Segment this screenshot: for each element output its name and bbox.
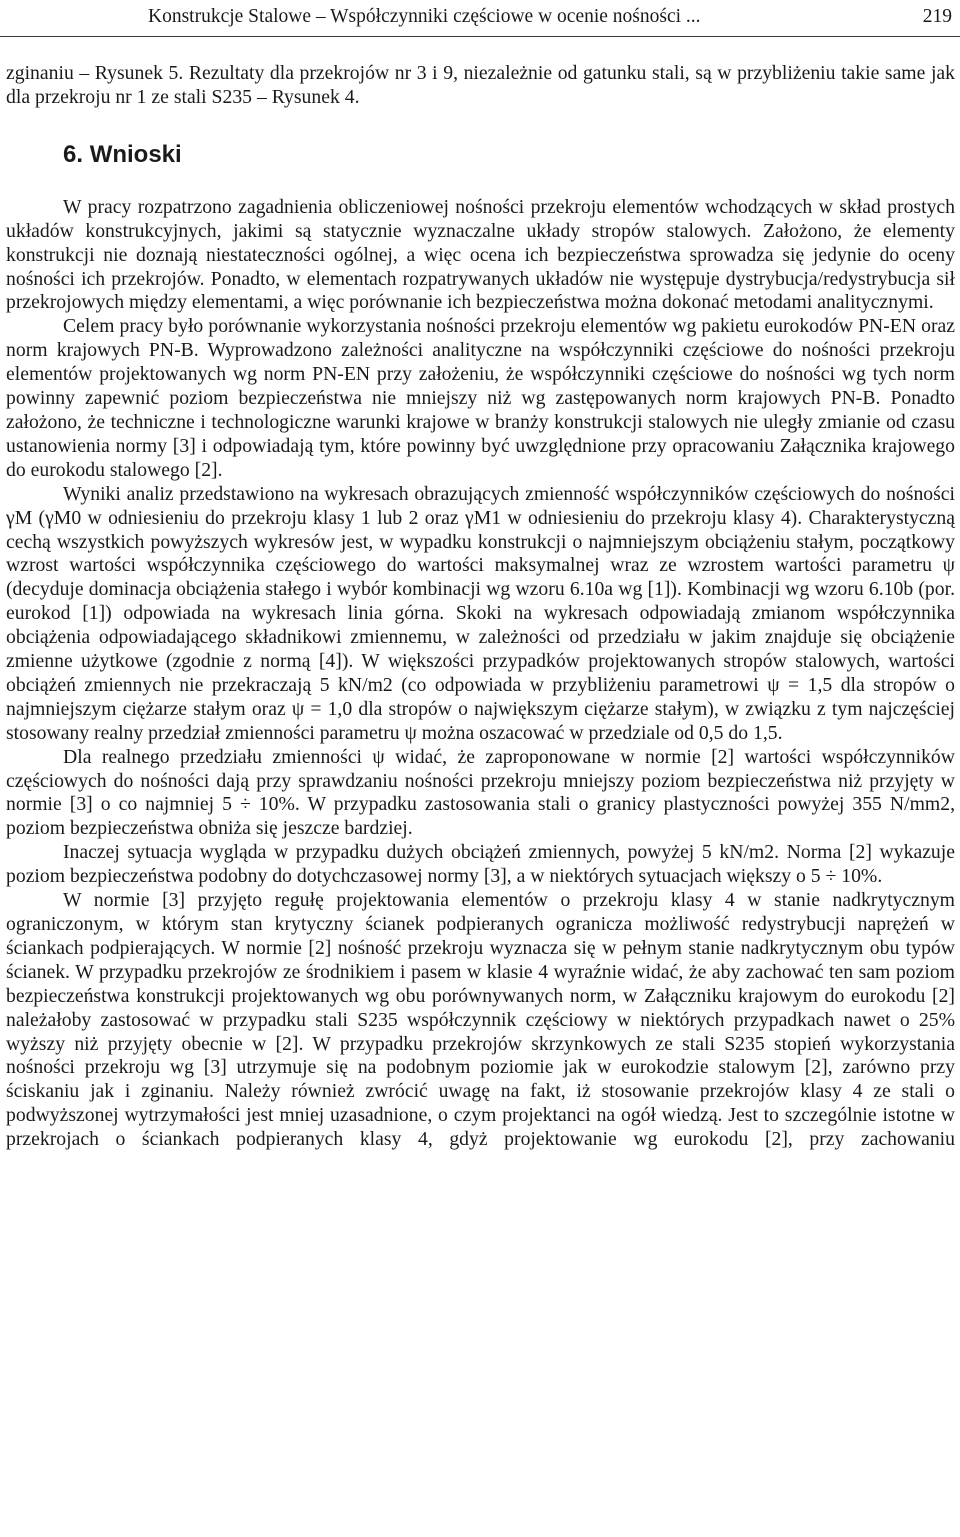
paragraph: Celem pracy było porównanie wykorzystania nośności przekroju elementów wg pakietu eurokodów PN-EN oraz norm krajowych PN-B. Wyprowadzono zależności analityczne na współczynniki częściowe do nośności przekroju elementów projektowanych wg norm PN-EN przy założeniu, że współczynniki częściowe do nośności wg tych norm powinny zapewnić poziom bezpieczeństwa nie mniejszy niż wg zastępowanych norm krajowych PN-B. Ponadto założono, że techniczne i technologiczne warunki krajowe w branży konstrukcji stalowych nie uległy zmianie od czasu ustanowienia normy [3] i odpowiadają tym, które powinny być uwzględnione przy opracowaniu Załącznika krajowego do eurokodu stalowego [2]. xyxy=(6,315,955,481)
paragraph: Dla realnego przedziału zmienności ψ widać, że zaproponowane w normie [2] wartości współczynników częściowych do nośności dają przy sprawdzaniu nośności przekroju mniejszy poziom bezpieczeństwa niż przyjęty w normie [3] o co najmniej 5 ÷ 10%. W przypadku zastosowania stali o granicy plastyczności powyżej 355 N/mm2, poziom bezpieczeństwa obniża się jeszcze bardziej. xyxy=(6,745,955,840)
paragraph: W normie [3] przyjęto regułę projektowania elementów o przekroju klasy 4 w stanie nadkrytycznym ograniczonym, w którym stan krytyczny ścianek podpieranych ogranicza możliwość redystrybucji naprężeń w ściankach podpierających. W normie [2] nośność przekroju wyznacza się w pełnym stanie nadkrytycznym obu typów ścianek. W przypadku przekrojów ze środnikiem i pasem w klasie 4 wyraźnie widać, że aby zachować ten sam poziom bezpieczeństwa konstrukcji projektowanych wg obu porównywanych norm, w Załączniku krajowym do eurokodu [2] należałoby zastosować w przypadku stali S235 współczynnik częściowy w niektórych przypadkach nawet o 25% wyższy niż przyjęty obecnie w [2]. W przypadku przekrojów skrzynkowych ze stali S235 stopień wykorzystania nośności przekroju wg [3] utrzymuje się na podobnym poziomie jak w eurokodzie stalowym [2], zarówno przy ściskaniu jak i zginaniu. Należy również zwrócić uwagę na fakt, iż stosowanie przekrojów klasy 4 ze stali o podwyższonej wytrzymałości jest mniej uzasadnione, o czym projektanci na ogół wiedzą. Jest to szczególnie istotne w przekrojach o ściankach podpieranych klasy 4, gdyż projektowanie wg eurokodu [2], przy zachowaniu xyxy=(6,889,955,1151)
section-title: Wnioski xyxy=(89,140,182,168)
body-text xyxy=(6,62,955,1152)
paragraph: Wyniki analiz przedstawiono na wykresach obrazujących zmienność współczynników częściowych do nośności γM (γM0 w odniesieniu do przekroju klasy 1 lub 2 oraz γM1 w odniesieniu do przekroju klasy 4). Charakterystyczną cechą wszystkich powyższych wykresów jest, w wypadku konstrukcji o najmniejszym obciążeniu stałym, początkowy wzrost wartości współczynnika częściowego do wartości maksymalnej wraz ze wzrostem wartości parametru ψ (decyduje dominacja obciążenia stałego i wybór kombinacji wg wzoru 6.10a wg [1]). Kombinacji wg wzoru 6.10b (por. eurokod [1]) odpowiada na wykresach linia górna. Skoki na wykresach odpowiadają zmianom współczynnika obciążenia odpowiadającego składnikowi zmiennemu, w zależności od przedziału w jakim znajduje się obciążenie zmienne użytkowe (zgodnie z normą [4]). W większości przypadków projektowanych stropów stalowych, wartości obciążeń zmiennych nie przekraczają 5 kN/m2 (co odpowiada w przybliżeniu parametrowi ψ = 1,5 dla stropów o najmniejszym ciężarze stałym oraz ψ = 1,0 dla stropów o największym ciężarze stałym), w związku z tym najczęściej stosowany realny przedział zmienności parametru ψ można oszacować w przedziale od 0,5 do 1,5. xyxy=(6,482,955,744)
paragraph: Inaczej sytuacja wygląda w przypadku dużych obciążeń zmiennych, powyżej 5 kN/m2. Norma [2] wykazuje poziom bezpieczeństwa podobny do dotychczasowej normy [3], a w niektórych sytuacjach większy o 5 ÷ 10%. xyxy=(6,841,955,888)
section-number: 6. xyxy=(63,140,84,168)
running-header xyxy=(148,4,954,30)
paragraph-continued: zginaniu – Rysunek 5. Rezultaty dla przekrojów nr 3 i 9, niezależnie od gatunku stali, są w przybliżeniu takie same jak dla przekroju nr 1 ze stali S235 – Rysunek 4. xyxy=(6,62,955,108)
header-rule xyxy=(0,36,960,37)
running-title: Konstrukcje Stalowe – Współczynniki częściowe w ocenie nośności ... xyxy=(148,6,701,27)
page-number: 219 xyxy=(922,6,952,27)
paragraph: W pracy rozpatrzono zagadnienia obliczeniowej nośności przekroju elementów wchodzących w skład prostych układów konstrukcyjnych, jakimi są statycznie wyznaczalne układy stropów stalowych. Założono, że elementy konstrukcji nie doznają niestateczności ogólnej, a więc ocena ich bezpieczeństwa sprowadza się jedynie do oceny nośności ich przekrojów. Ponadto, w elementach rozpatrywanych układów nie występuje dystrybucja/redystrybucja sił przekrojowych między elementami, a więc porównanie ich bezpieczeństwa można dokonać metodami analitycznymi. xyxy=(6,195,955,314)
section-heading xyxy=(63,133,955,177)
